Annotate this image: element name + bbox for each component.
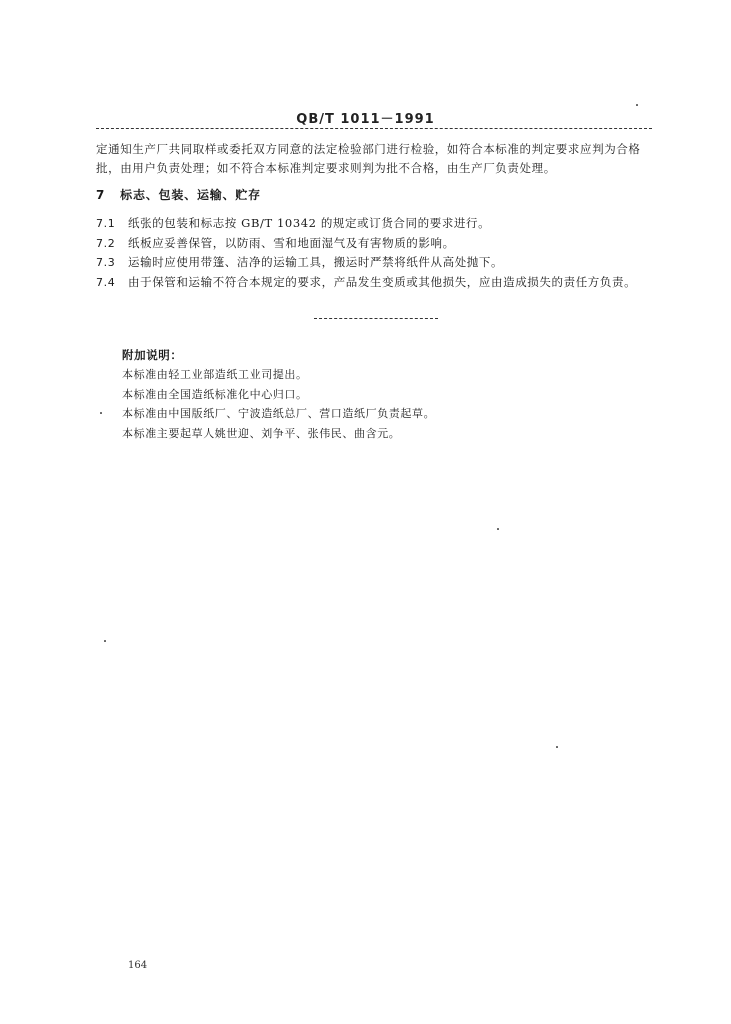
clause-number: 7.3 — [96, 256, 116, 269]
page-number: 164 — [128, 960, 148, 971]
header-divider — [96, 128, 652, 129]
clause-number: 7.4 — [96, 275, 116, 289]
section-number: 7 — [96, 188, 106, 202]
note-line: 本标准由轻工业部造纸工业司提出。 — [122, 368, 308, 381]
clause-text: 纸板应妥善保管，以防雨、雪和地面湿气及有害物质的影响。 — [128, 235, 455, 250]
note-line: 本标准主要起草人姚世迎、刘争平、张伟民、曲含元。 — [122, 426, 401, 440]
clause-item — [96, 253, 656, 273]
clause-text: 纸张的包装和标志按 GB/T 10342 的规定或订货合同的要求进行。 — [128, 216, 491, 230]
continuation-paragraph: 定通知生产厂共同取样或委托双方同意的法定检验部门进行检验，如符合本标准的判定要求应判为合格批，由用户负责处理；如不符合本标准判定要求则判为批不合格，由生产厂负责处理。 — [96, 142, 641, 175]
section-7-clauses — [96, 214, 656, 292]
notes-title: 附加说明： — [122, 348, 183, 362]
additional-notes — [122, 346, 602, 443]
clause-text: 由于保管和运输不符合本规定的要求，产品发生变质或其他损失，应由造成损失的责任方负责。 — [128, 274, 637, 289]
clause-item — [96, 214, 656, 234]
scan-speck — [556, 746, 558, 748]
scan-speck — [104, 640, 106, 642]
notes-list — [122, 365, 602, 443]
clause-item — [96, 234, 656, 254]
standard-code-header: QB/T 1011－1991 — [296, 112, 435, 127]
scan-speck — [497, 528, 499, 530]
end-of-text-divider — [314, 318, 438, 319]
section-title: 标志、包装、运输、贮存 — [120, 188, 261, 202]
scan-speck — [636, 104, 638, 106]
clause-number: 7.2 — [96, 236, 116, 250]
clause-item — [96, 273, 656, 293]
note-line: 本标准由全国造纸标准化中心归口。 — [122, 387, 308, 401]
scan-speck — [100, 412, 102, 414]
section-7-heading — [96, 186, 261, 203]
clause-number: 7.1 — [96, 217, 116, 230]
clause-text: 运输时应使用带篷、洁净的运输工具，搬运时严禁将纸件从高处抛下。 — [128, 255, 504, 269]
note-line: 本标准由中国版纸厂、宁波造纸总厂、营口造纸厂负责起草。 — [122, 407, 436, 420]
